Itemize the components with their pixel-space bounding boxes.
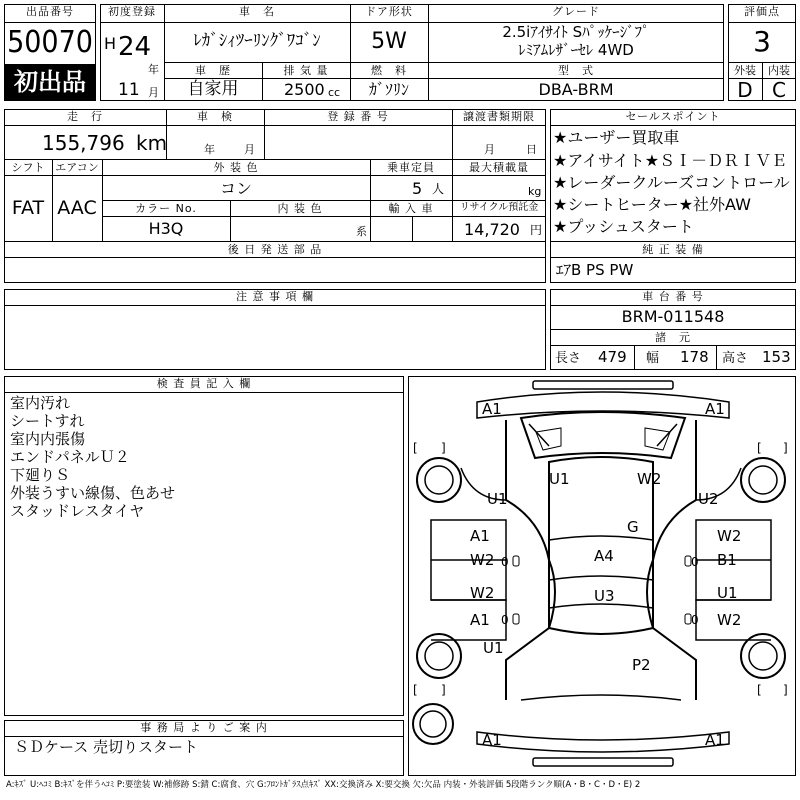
year-unit: 年: [148, 63, 159, 76]
sales-points-label: セールスポイント: [625, 110, 721, 123]
lot-label: 出品番号: [26, 5, 74, 18]
svg-text:0: 0: [501, 555, 509, 569]
reg-year: 24: [118, 32, 152, 62]
history-value: 自家用: [187, 79, 239, 99]
inspection-label: 車 検: [197, 110, 233, 123]
intcolor-label: 内 装 色: [277, 202, 323, 215]
fuel-label: 燃 料: [371, 64, 407, 77]
transfer-label: 譲渡書類期限: [463, 110, 535, 123]
aircon-label: エアコン: [55, 161, 99, 174]
car-diagram: [408, 376, 796, 776]
mark-front-door-left-bottom: W2: [470, 551, 495, 569]
mark-roof-front: G: [627, 518, 639, 536]
mark-roof-rear: U3: [594, 587, 615, 605]
width-value: 178: [680, 348, 709, 366]
sales-point-5: ★プッシュスタート: [553, 217, 694, 236]
mark-front-door-right-top: W2: [717, 527, 742, 545]
mileage-unit: km: [136, 131, 168, 155]
displacement-value: 2500: [284, 80, 325, 99]
colorno-label: カラー No.: [135, 202, 197, 215]
sales-point-2: ★アイサイト★ＳＩ－ＤＲＩＶＥ: [553, 151, 788, 170]
length-label: 長さ: [555, 351, 582, 366]
sales-point-1: ★ユーザー買取車: [553, 128, 680, 147]
shift-label: シフト: [11, 161, 45, 174]
mark-quarter-left: U1: [483, 639, 504, 657]
inspection-month-unit: 月: [244, 143, 255, 156]
displacement-unit: cc: [328, 86, 341, 99]
score-value: 3: [753, 25, 771, 58]
color-label: 外 装 色: [213, 161, 259, 174]
inspector-line-7: スタッドレスタイヤ: [10, 502, 145, 520]
svg-text:0: 0: [691, 613, 699, 627]
fuel-value: ｶﾞｿﾘﾝ: [368, 80, 409, 99]
mark-rear-bumper-right: A1: [705, 731, 725, 749]
svg-text:]: ]: [783, 441, 788, 455]
displacement-label: 排 気 量: [283, 64, 329, 77]
mark-roof-center: A4: [594, 547, 614, 565]
color-value: コン: [219, 179, 252, 198]
mark-hood-left: U1: [549, 470, 570, 488]
inspector-line-6: 外装うすい線傷、色あせ: [10, 484, 176, 502]
transfer-month-unit: 月: [484, 143, 495, 156]
inspector-line-2: シートすれ: [10, 412, 85, 430]
capacity-value: 5: [412, 179, 423, 198]
recycle-unit: 円: [530, 223, 543, 237]
history-label: 車 歴: [195, 64, 231, 77]
svg-text:0: 0: [691, 555, 699, 569]
grade-line2: ﾚﾐｱﾑﾚｻﾞｰｾﾚ 4WD: [518, 41, 634, 59]
mark-front-door-right-bottom: B1: [717, 551, 737, 569]
office-value: ＳＤケース 売切りスタート: [14, 738, 199, 756]
reg-month: 11: [118, 80, 140, 100]
dims-label: 諸 元: [655, 331, 691, 344]
svg-text:[: [: [757, 683, 762, 697]
inspector-line-3: 室内内張傷: [10, 430, 86, 448]
exterior-label: 外装: [734, 64, 756, 77]
notes-label: 注 意 事 項 欄: [236, 290, 314, 303]
mark-front-door-left-top: A1: [470, 527, 490, 545]
name-label: 車 名: [239, 5, 275, 18]
import-label: 輸 入 車: [388, 202, 434, 215]
first-listing-badge: 初出品: [14, 68, 86, 96]
inspector-label: 検 査 員 記 入 欄: [156, 377, 252, 390]
mark-back-door: P2: [632, 656, 651, 674]
svg-text:]: ]: [441, 683, 446, 697]
lot-number: 50070: [7, 25, 93, 60]
model-value: DBA-BRM: [538, 80, 614, 99]
reg-era: H: [104, 34, 117, 53]
reg-label: 初度登録: [108, 5, 156, 18]
inspection-year-unit: 年: [204, 143, 215, 156]
colorno-value: H3Q: [148, 219, 184, 238]
later-parts-label: 後 日 発 送 部 品: [227, 243, 323, 256]
car-diagram-drawing: [409, 377, 795, 775]
recycle-label: リサイクル預託金: [459, 202, 539, 213]
exterior-grade: D: [737, 78, 753, 102]
width-label: 幅: [646, 351, 660, 366]
inspector-line-1: 室内汚れ: [10, 394, 71, 412]
mark-hood-right: W2: [637, 470, 662, 488]
inspector-line-4: エンドパネルＵ２: [10, 448, 130, 466]
interior-grade: C: [772, 78, 786, 102]
month-unit: 月: [148, 86, 159, 99]
mark-front-bumper-left: A1: [482, 400, 502, 418]
sales-point-4: ★シートヒーター★社外AW: [553, 195, 751, 214]
svg-text:[: [: [413, 441, 418, 455]
score-label: 評価点: [744, 5, 780, 18]
mark-rear-bumper-left: A1: [482, 731, 502, 749]
door-value: 5W: [371, 29, 407, 54]
mark-fender-left: U1: [487, 490, 508, 508]
svg-text:[: [: [413, 683, 418, 697]
intcolor-unit: 系: [356, 225, 367, 238]
grade-line1: 2.5iｱｲｻｲﾄ Sﾊﾟｯｹｰｼﾞﾌﾟ: [502, 23, 650, 41]
mark-rear-door-left-bottom: A1: [470, 611, 490, 629]
mark-rear-door-left-top: W2: [470, 584, 495, 602]
equipment-label: 純 正 装 備: [642, 243, 704, 256]
load-label: 最大積載量: [469, 161, 529, 174]
car-name: ﾚｶﾞｼｨﾂｰﾘﾝｸﾞﾜｺﾞﾝ: [193, 31, 321, 51]
grade-label: グレード: [552, 5, 600, 18]
sales-point-3: ★レーダークルーズコントロール: [553, 173, 790, 192]
equipment-value: ｴｱB PS PW: [556, 261, 634, 279]
load-unit: kg: [528, 185, 542, 198]
mark-rear-door-right-top: U1: [717, 584, 738, 602]
mileage-label: 走 行: [67, 110, 103, 123]
aircon-value: AAC: [57, 197, 97, 219]
chassis-value: BRM-011548: [621, 307, 725, 326]
mark-rear-door-right-bottom: W2: [717, 611, 742, 629]
height-value: 153: [762, 348, 791, 366]
transfer-day-unit: 日: [526, 143, 537, 156]
inspector-line-5: 下廻りＳ: [10, 466, 71, 484]
office-label: 事 務 局 よ り ご 案 内: [140, 721, 268, 734]
mark-front-bumper-right: A1: [705, 400, 725, 418]
length-value: 479: [598, 348, 627, 366]
svg-text:]: ]: [441, 441, 446, 455]
recycle-value: 14,720: [464, 220, 520, 239]
svg-text:]: ]: [783, 683, 788, 697]
interior-label: 内装: [768, 64, 790, 77]
legend: A:ｷｽﾞ U:ﾍｺﾐ B:ｷｽﾞを伴うﾍｺﾐ P:要塗装 W:補修跡 S:錆 C:腐食、穴 G:ﾌﾛﾝﾄｶﾞﾗｽ点ｷｽﾞ XX:交換済み X:要交換 欠:欠品 内装・外装評価 5段階ランク順(A・B・C・D・E) 2: [6, 780, 641, 790]
door-label: ドア形状: [365, 5, 413, 18]
model-label: 型 式: [558, 64, 594, 77]
shift-value: FAT: [11, 197, 45, 219]
capacity-label: 乗車定員: [387, 161, 435, 174]
mileage-value: 155,796: [42, 131, 125, 155]
chassis-label: 車 台 番 号: [642, 290, 704, 303]
capacity-unit: 人: [432, 182, 445, 196]
svg-text:0: 0: [501, 613, 509, 627]
height-label: 高さ: [722, 351, 749, 366]
svg-text:[: [: [757, 441, 762, 455]
mark-fender-right: U2: [698, 490, 719, 508]
plate-label: 登 録 番 号: [327, 110, 389, 123]
